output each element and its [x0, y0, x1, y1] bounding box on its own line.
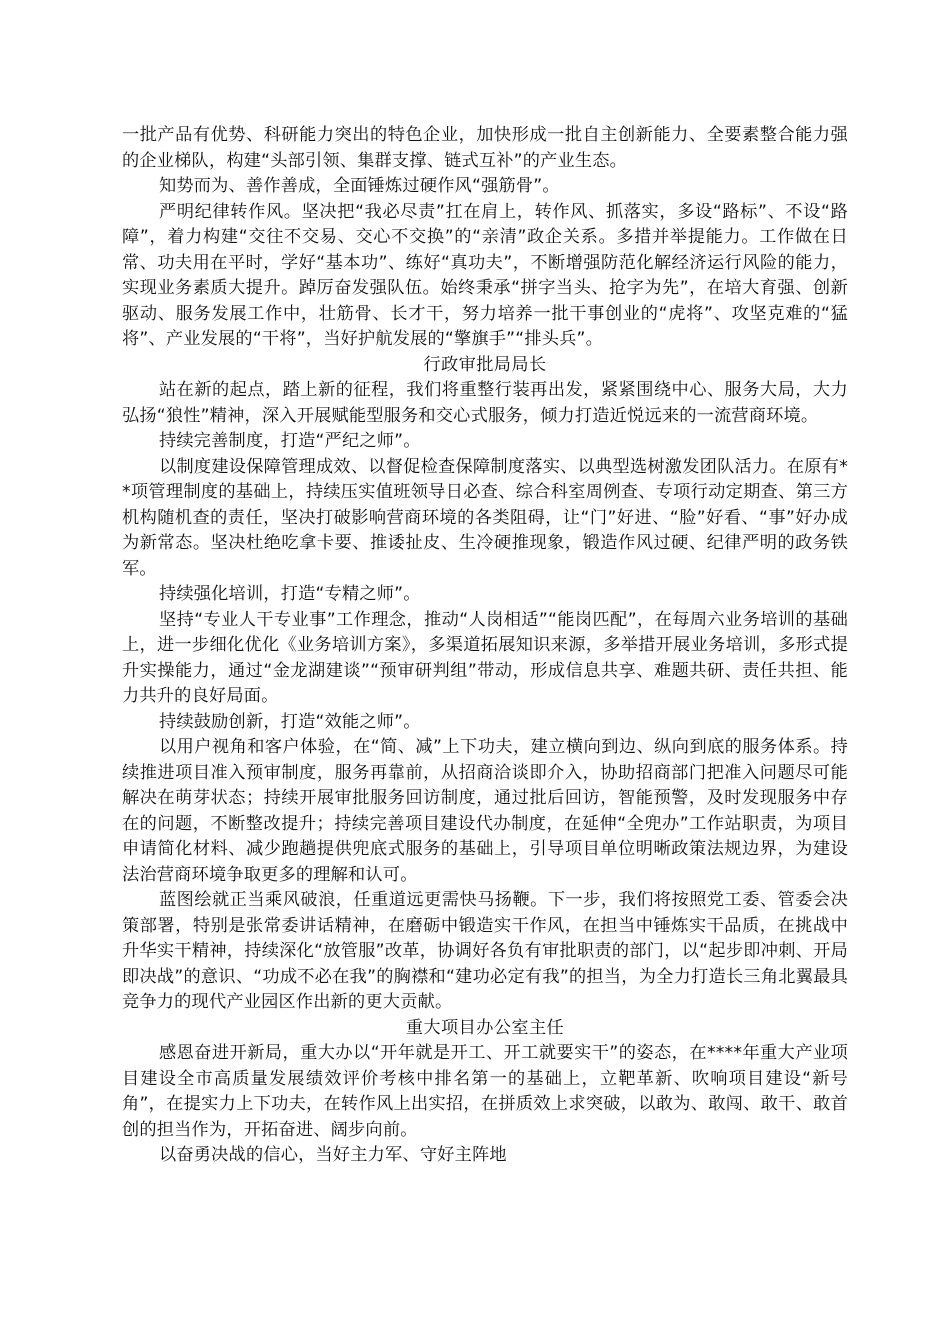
paragraph: 持续强化培训，打造“专精之师”。 [159, 584, 421, 604]
paragraph: 以制度建设保障管理成效、以督促检查保障制度落实、以典型选树激发团队活力。在原有**项管理制度的基础上，持续压实值班领导日必查、综合科室周例查、专项行动定期查、第三方机构随机查的责任，坚决打破影响营商环境的各类阻碍，让“门”好进、“脸”好看、“事”好办成为新常态。坚决杜绝吃拿卡要、推诿扯皮、生冷硬推现象，锻造作风过硬、纪律严明的政务铁军。 [122, 456, 848, 579]
section-heading: 行政审批局局长 [423, 354, 547, 375]
paragraph: 站在新的起点，踏上新的征程，我们将重整行装再出发，紧紧围绕中心、服务大局，大力弘扬“狼性”精神，深入开展赋能型服务和交心式服务，倾力打造近悦远来的一流营商环境。 [122, 380, 848, 426]
paragraph: 持续鼓励创新，打造“效能之师”。 [159, 711, 421, 732]
document-body [122, 123, 848, 1169]
paragraph: 感恩奋进开新局，重大办以“开年就是开工、开工就要实干”的姿态，在****年重大产业项目建设全市高质量发展绩效评价考核中排名第一的基础上，立靶革新、吹响项目建设“新号角”，在提实力上下功夫，在转作风上出实招，在拼质效上求突破，以敢为、敢闯、敢干、敢首创的担当作为，开拓奋进、阔步向前。 [122, 1043, 848, 1140]
paragraph: 坚持“专业人干专业事”工作理念，推动“人岗相适”“能岗匹配”，在每周六业务培训的基础上，进一步细化优化《业务培训方案》，多渠道拓展知识来源，多举措开展业务培训，多形式提升实操能力，通过“金龙湖建谈”“预审研判组”带动，形成信息共享、难题共研、责任共担、能力共升的良好局面。 [122, 609, 848, 706]
section-heading: 重大项目办公室主任 [405, 1017, 565, 1038]
paragraph: 知势而为、善作善成，全面锤炼过硬作风“强筋骨”。 [159, 176, 560, 196]
paragraph: 严明纪律转作风。坚决把“我必尽责”扛在肩上，转作风、抓落实，多设“路标”、不设“路障”，着力构建“交往不交易、交心不交换”的“亲清”政企关系。多措并举提能力。工作做在日常、功夫用在平时，学好“基本功”、练好“真功夫”，不断增强防范化解经济运行风险的能力，实现业务素质大提升。踔厉奋发强队伍。始终秉承“拼字当头、抢字为先”，在培大育强、创新驱动、服务发展工作中，壮筋骨、长才干，努力培养一批干事创业的“虎将”、攻坚克难的“猛将”、产业发展的“干将”，当好护航发展的“擎旗手”“排头兵”。 [122, 201, 848, 349]
paragraph: 持续完善制度，打造“严纪之师”。 [159, 431, 421, 451]
paragraph: 以奋勇决战的信心，当好主力军、守好主阵地 [159, 1145, 507, 1165]
paragraph: 一批产品有优势、科研能力突出的特色企业，加快形成一批自主创新能力、全要素整合能力强的企业梯队，构建“头部引领、集群支撑、链式互补”的产业生态。 [122, 125, 848, 171]
paragraph: 以用户视角和客户体验，在“简、减”上下功夫，建立横向到边、纵向到底的服务体系。持续推进项目准入预审制度，服务再靠前，从招商洽谈即介入，协助招商部门把准入问题尽可能解决在萌芽状态；持续开展审批服务回访制度，通过批后回访，智能预警，及时发现服务中存在的问题，不断整改提升；持续完善项目建设代办制度，在延伸“全兜办”工作站职责，为项目申请简化材料、减少跑趟提供兜底式服务的基础上，引导项目单位明晰政策法规边界，为建设法治营商环境争取更多的理解和认可。 [122, 737, 848, 885]
paragraph: 蓝图绘就正当乘风破浪，任重道远更需快马扬鞭。下一步，我们将按照党工委、管委会决策部署，特别是张常委讲话精神，在磨砺中锻造实干作风，在担当中锤炼实干品质，在挑战中升华实干精神，持续深化“放管服”改革，协调好各负有审批职责的部门，以“起步即冲刺、开局即决战”的意识、“功成不必在我”的胸襟和“建功必定有我”的担当，为全力打造长三角北翼最具竞争力的现代产业园区作出新的更大贡献。 [122, 890, 848, 1012]
